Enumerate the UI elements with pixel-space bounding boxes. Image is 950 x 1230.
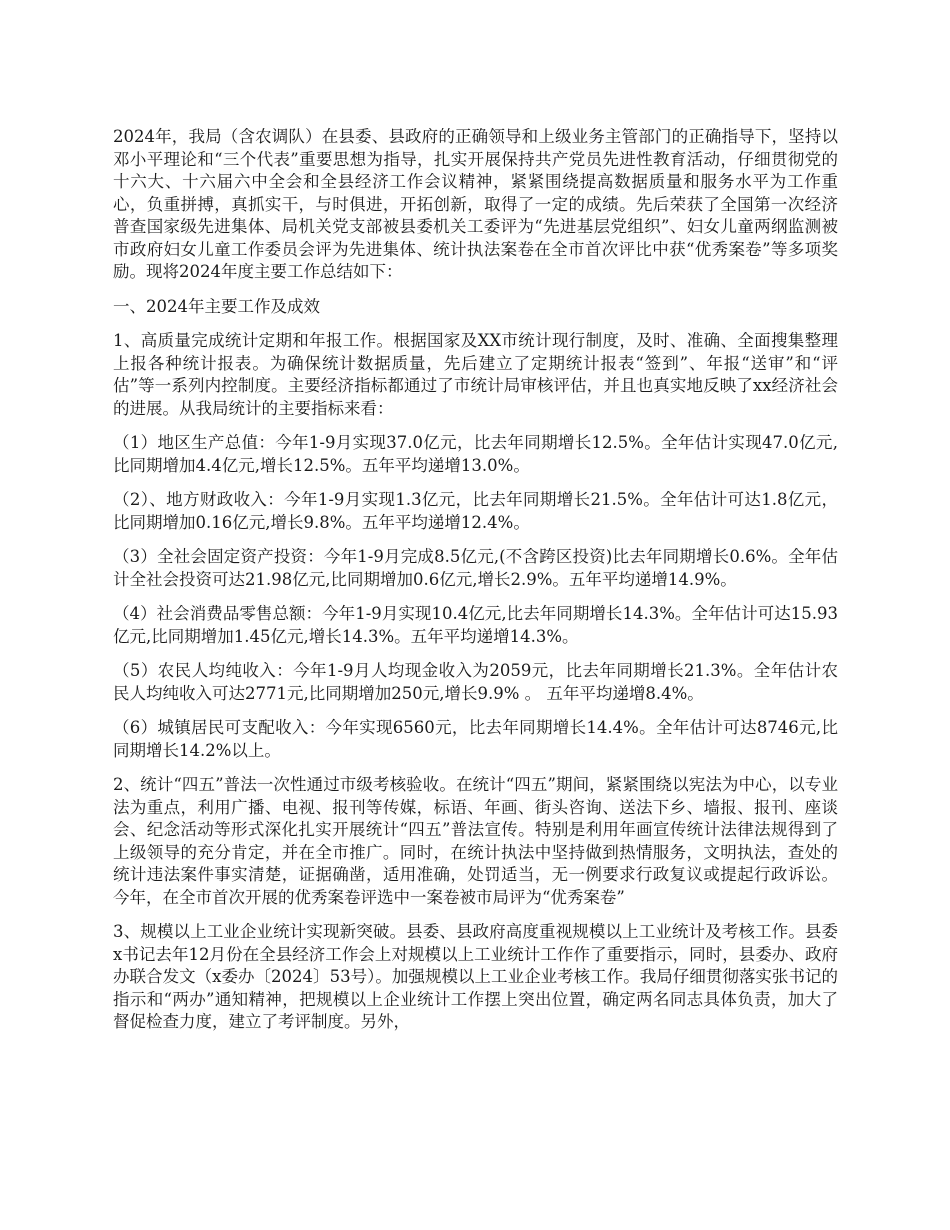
indicator-gdp: （1）地区生产总值：今年1-9月实现37.0亿元，比去年同期增长12.5%。全年估计实现47.0亿元,比同期增加4.4亿元,增长12.5%。五年平均递增13.0%。 [113, 433, 838, 475]
item-3-paragraph: 3、规模以上工业企业统计实现新突破。县委、县政府高度重视规模以上工业统计及考核工作。县委x书记去年12月份在全县经济工作会上对规模以上工业统计工作作了重要指示，同时，县委办、政府办联合发文（x委办〔2024〕53号）。加强规模以上工业企业考核工作。我局仔细贯彻落实张书记的指示和“两办”通知精神，把规模以上企业统计工作摆上突出位置，确定两名同志具体负责，加大了督促检查力度，建立了考评制度。另外， [113, 922, 838, 1031]
indicator-fixed-investment: （3）全社会固定资产投资：今年1-9月完成8.5亿元,(不含跨区投资)比去年同期增长0.6%。全年估计全社会投资可达21.98亿元,比同期增加0.6亿元,增长2.9%。五年平均递增14.9%。 [113, 547, 838, 589]
intro-paragraph: 2024年，我局（含农调队）在县委、县政府的正确领导和上级业务主管部门的正确指导下，坚持以邓小平理论和“三个代表”重要思想为指导，扎实开展保持共产党员先进性教育活动，仔细贯彻党的十六大、十六届六中全会和全县经济工作会议精神，紧紧围绕提高数据质量和服务水平为工作重心，负重拼搏，真抓实干，与时俱进，开拓创新，取得了一定的成绩。先后荣获了全国第一次经济普查国家级先进集体、局机关党支部被县委机关工委评为“先进基层党组织”、妇女儿童两纲监测被市政府妇女儿童工作委员会评为先进集体、统计执法案卷在全市首次评比中获“优秀案卷”等多项奖励。现将2024年度主要工作总结如下： [113, 127, 838, 281]
indicator-retail-sales: （4）社会消费品零售总额：今年1-9月实现10.4亿元,比去年同期增长14.3%。全年估计可达15.93亿元,比同期增加1.45亿元,增长14.3%。五年平均递增14.3%。 [113, 604, 838, 646]
section-heading: 一、2024年主要工作及成效 [113, 296, 320, 316]
indicator-farmer-income: （5）农民人均纯收入：今年1-9月人均现金收入为2059元，比去年同期增长21.3%。全年估计农民人均纯收入可达2771元,比同期增加250元,增长9.9% 。 五年平均递增8.4%。 [113, 661, 838, 703]
document-body [113, 126, 838, 1046]
indicator-urban-income: （6）城镇居民可支配收入：今年实现6560元，比去年同期增长14.4%。全年估计可达8746元,比同期增长14.2%以上。 [113, 718, 838, 760]
item-1-paragraph: 1、高质量完成统计定期和年报工作。根据国家及XX市统计现行制度，及时、准确、全面搜集整理上报各种统计报表。为确保统计数据质量，先后建立了定期统计报表“签到”、年报“送审”和“评估”等一系列内控制度。主要经济指标都通过了市统计局审核评估，并且也真实地反映了xx经济社会的进展。从我局统计的主要指标来看： [113, 331, 838, 418]
item-2-paragraph: 2、统计“四五”普法一次性通过市级考核验收。在统计“四五”期间，紧紧围绕以宪法为中心，以专业法为重点，利用广播、电视、报刊等传媒，标语、年画、街头咨询、送法下乡、墙报、报刊、座谈会、纪念活动等形式深化扎实开展统计“四五”普法宣传。特别是利用年画宣传统计法律法规得到了上级领导的充分肯定，并在全市推广。同时，在统计执法中坚持做到热情服务，文明执法，查处的统计违法案件事实清楚，证据确凿，适用准确，处罚适当，无一例要求行政复议或提起行政诉讼。今年，在全市首次开展的优秀案卷评选中一案卷被市局评为“优秀案卷” [113, 775, 838, 907]
indicator-fiscal-revenue: （2）、地方财政收入：今年1-9月实现1.3亿元，比去年同期增长21.5%。全年估计可达1.8亿元，比同期增加0.16亿元,增长9.8%。五年平均递增12.4%。 [113, 490, 838, 532]
